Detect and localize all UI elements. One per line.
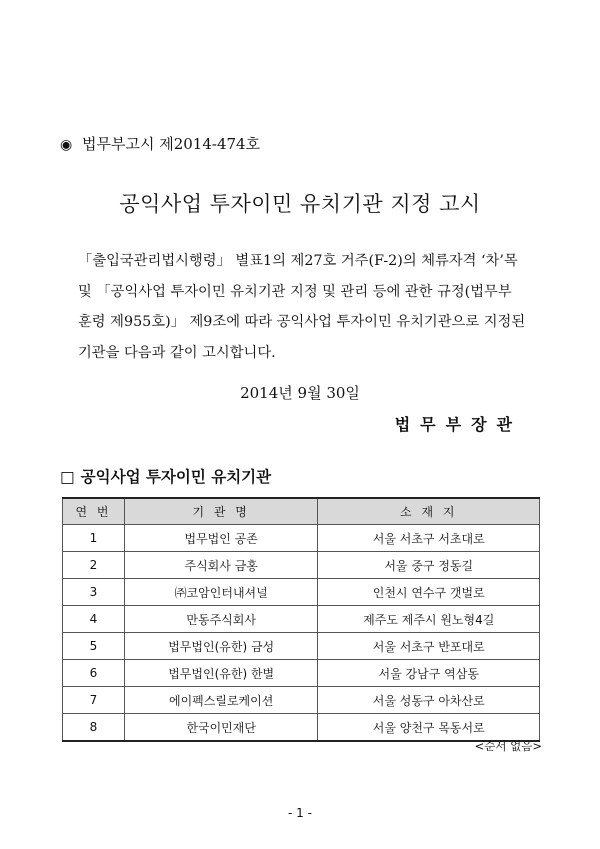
section-title: 공익사업 투자이민 유치기관 <box>80 468 272 486</box>
body-line-3: 훈령 제955호)」 제9조에 따라 공익사업 투자이민 유치기관으로 지정된 <box>78 314 526 330</box>
agency-location: 서울 성동구 아차산로 <box>318 687 540 714</box>
agency-name: 에이펙스릴로케이션 <box>124 687 318 714</box>
agency-location: 인천시 연수구 갯벌로 <box>318 579 540 606</box>
table-header-row <box>63 498 540 525</box>
agency-location: 서울 서초구 서초대로 <box>318 525 540 552</box>
bullet-icon: ◉ <box>60 137 73 153</box>
order-note: <순서 없음> <box>474 739 542 753</box>
page-title: 공익사업 투자이민 유치기관 지정 고시 <box>119 192 481 216</box>
body-line-1: 「출입국관리법시행령」 별표1의 제27호 거주(F-2)의 체류자격 ‘차’목 <box>78 253 518 269</box>
table-row <box>63 552 540 579</box>
section-heading <box>60 465 271 487</box>
signer: 법무부장관 <box>394 415 522 434</box>
agency-location: 서울 강남구 역삼동 <box>318 660 540 687</box>
table-row <box>63 633 540 660</box>
row-number: 3 <box>63 579 125 606</box>
table-row <box>63 525 540 552</box>
column-header-location: 소 재 지 <box>318 498 540 525</box>
table-row <box>63 579 540 606</box>
agency-name: ㈜코암인터내셔널 <box>124 579 318 606</box>
agency-location: 제주도 제주시 원노형4길 <box>318 606 540 633</box>
agency-name: 법무법인 공존 <box>124 525 318 552</box>
notice-number-line <box>60 133 260 154</box>
row-number: 2 <box>63 552 125 579</box>
row-number: 7 <box>63 687 125 714</box>
table-row <box>63 714 540 742</box>
body-line-4: 기관을 다음과 같이 고시합니다. <box>78 344 276 361</box>
agency-table <box>62 497 540 742</box>
row-number: 6 <box>63 660 125 687</box>
column-header-agency: 기 관 명 <box>124 498 318 525</box>
agency-name: 법무법인(유한) 금성 <box>124 633 318 660</box>
table-row <box>63 687 540 714</box>
agency-name: 법무법인(유한) 한별 <box>124 660 318 687</box>
table-row <box>63 660 540 687</box>
agency-name: 주식회사 금홍 <box>124 552 318 579</box>
agency-name: 한국이민재단 <box>124 714 318 742</box>
body-line-2: 및 「공익사업 투자이민 유치기관 지정 및 관리 등에 관한 규정(법무부 <box>78 283 512 300</box>
agency-location: 서울 중구 정동길 <box>318 552 540 579</box>
notice-number: 법무부고시 제2014-474호 <box>82 135 261 153</box>
row-number: 4 <box>63 606 125 633</box>
agency-name: 만동주식회사 <box>124 606 318 633</box>
agency-location: 서울 서초구 반포대로 <box>318 633 540 660</box>
notice-date: 2014년 9월 30일 <box>240 384 360 402</box>
notice-body <box>78 246 538 368</box>
row-number: 8 <box>63 714 125 742</box>
row-number: 5 <box>63 633 125 660</box>
table-row <box>63 606 540 633</box>
page-number: - 1 - <box>288 806 312 820</box>
column-header-number: 연 번 <box>63 498 125 525</box>
agency-location: 서울 양천구 목동서로 <box>318 714 540 742</box>
checkbox-icon: □ <box>60 468 75 486</box>
row-number: 1 <box>63 525 125 552</box>
